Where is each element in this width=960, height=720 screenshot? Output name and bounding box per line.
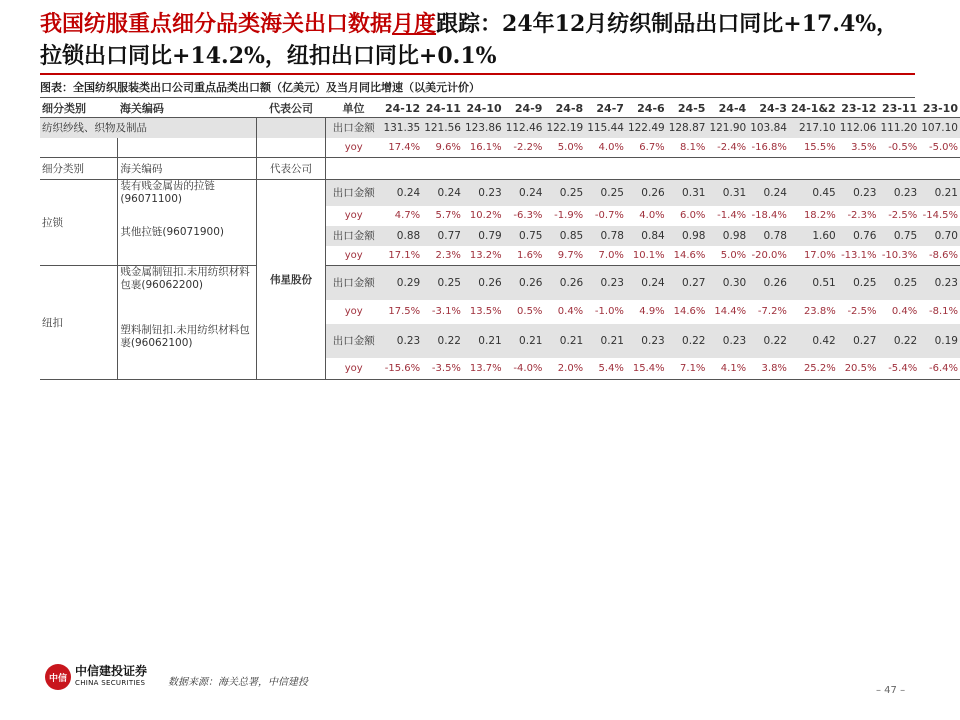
yoy-value: -5.0% [919, 138, 960, 158]
yoy-value: 17.1% [381, 246, 422, 266]
amount-value: 0.24 [748, 180, 789, 206]
blank [748, 158, 789, 180]
amount-value: 0.24 [422, 180, 463, 206]
header-month: 24-12 [381, 99, 422, 118]
amount-value: 0.78 [748, 226, 789, 246]
yoy-value: 17.4% [381, 138, 422, 158]
amount-value: 0.21 [463, 324, 504, 358]
amount-value: 0.23 [463, 180, 504, 206]
amount-value: 0.31 [707, 180, 748, 206]
amount-value: 0.51 [789, 266, 838, 300]
yoy-value: 25.2% [789, 358, 838, 380]
yoy-value: 18.2% [803, 210, 836, 221]
customs-code: 其他拉链(96071900) [118, 226, 257, 266]
blank [118, 138, 257, 158]
amount-value: 0.23 [838, 180, 879, 206]
yoy-value: -2.5% [847, 306, 877, 317]
yoy-value: 1.6% [504, 246, 545, 266]
table-row [40, 118, 960, 138]
amount-value: 0.24 [504, 180, 545, 206]
amount-value: 0.26 [544, 266, 585, 300]
yoy-value: 13.2% [463, 246, 504, 266]
yoy-value: -10.3% [878, 246, 919, 266]
amount-value: 0.85 [544, 226, 585, 246]
unit-label: 出口金额 [325, 266, 381, 300]
header2-company: 代表公司 [257, 158, 326, 180]
amount-value: 0.21 [504, 324, 545, 358]
blank [919, 158, 960, 180]
amount-value: 0.25 [878, 266, 919, 300]
amount-value: 122.49 [626, 118, 667, 138]
yoy-value: 5.7% [435, 210, 461, 221]
yoy-value: -7.2% [757, 306, 787, 317]
amount-value: 121.90 [707, 118, 748, 138]
yoy-label: yoy [325, 358, 381, 380]
yoy-value: -1.4% [717, 210, 747, 221]
amount-value: 122.19 [544, 118, 585, 138]
export-data-table [40, 99, 960, 380]
header-month: 23-12 [838, 99, 879, 118]
yoy-value: -3.5% [422, 358, 463, 380]
yoy-value: 7.1% [667, 358, 708, 380]
amount-value: 0.88 [381, 226, 422, 246]
yoy-value: 9.7% [544, 246, 585, 266]
yoy-value: 2.3% [422, 246, 463, 266]
yoy-value: 2.0% [544, 358, 585, 380]
yoy-value: 3.8% [748, 358, 789, 380]
blank [504, 158, 545, 180]
table-row [40, 138, 960, 158]
blank [422, 158, 463, 180]
amount-value: 0.27 [838, 324, 879, 358]
amount-value: 103.84 [748, 118, 789, 138]
amount-value: 0.22 [878, 324, 919, 358]
blank [626, 158, 667, 180]
yoy-value: 14.6% [667, 246, 708, 266]
blank [257, 138, 326, 158]
company-logo [45, 664, 147, 690]
yoy-value: -16.8% [748, 138, 789, 158]
yoy-value: -1.0% [594, 306, 624, 317]
amount-value: 121.56 [422, 118, 463, 138]
header-month: 24-6 [626, 99, 667, 118]
amount-value: 123.86 [463, 118, 504, 138]
amount-value: 0.22 [422, 324, 463, 358]
amount-value: 217.10 [789, 118, 838, 138]
amount-value: 0.23 [919, 266, 960, 300]
yoy-value: 0.5% [517, 306, 543, 317]
table-row [40, 99, 960, 118]
total-category-name: 纺织纱线、织物及制品 [40, 118, 257, 138]
yoy-value: 7.0% [585, 246, 626, 266]
amount-value: 0.26 [748, 266, 789, 300]
yoy-value: -2.5% [888, 210, 918, 221]
logo-cn: 中信建投证券 [75, 664, 148, 678]
yoy-value: -14.5% [922, 210, 958, 221]
yoy-value: 17.0% [789, 246, 838, 266]
header-month: 24-1&2 [789, 99, 838, 118]
amount-value: 0.79 [463, 226, 504, 246]
header-month: 24-3 [748, 99, 789, 118]
title-divider [40, 73, 915, 75]
amount-value: 0.42 [789, 324, 838, 358]
blank [463, 158, 504, 180]
yoy-value: -18.4% [751, 210, 787, 221]
blank [381, 158, 422, 180]
amount-value: 0.23 [707, 324, 748, 358]
amount-value: 0.24 [381, 180, 422, 206]
yoy-value: 23.8% [803, 306, 836, 317]
yoy-value: 4.7% [394, 210, 421, 221]
page-title [40, 8, 920, 72]
yoy-value: 14.6% [673, 306, 706, 317]
header-month: 24-10 [463, 99, 504, 118]
blank [585, 158, 626, 180]
yoy-value: -6.3% [513, 210, 543, 221]
yoy-value: -2.3% [847, 210, 877, 221]
amount-value: 0.23 [626, 324, 667, 358]
yoy-value: 15.5% [789, 138, 838, 158]
group-category: 拉锁 [40, 180, 118, 266]
amount-value: 0.21 [544, 324, 585, 358]
yoy-value: -15.6% [381, 358, 422, 380]
yoy-value: -8.6% [919, 246, 960, 266]
table-row [40, 158, 960, 180]
amount-value: 0.26 [463, 266, 504, 300]
blank [838, 158, 879, 180]
yoy-label: yoy [344, 210, 363, 221]
header-month: 24-7 [585, 99, 626, 118]
title-red-underlined: 月度 [392, 11, 437, 37]
yoy-value: 5.4% [585, 358, 626, 380]
yoy-value: 16.1% [463, 138, 504, 158]
unit-label: 出口金额 [325, 118, 381, 138]
yoy-value: 13.5% [469, 306, 502, 317]
yoy-value: 14.4% [714, 306, 747, 317]
amount-value: 111.20 [878, 118, 919, 138]
amount-value: 0.75 [504, 226, 545, 246]
amount-value: 0.70 [919, 226, 960, 246]
amount-value: 0.25 [422, 266, 463, 300]
table-row [40, 266, 960, 300]
amount-value: 0.23 [585, 266, 626, 300]
table-row [40, 324, 960, 358]
unit-label: 出口金额 [325, 226, 381, 246]
yoy-value: -6.4% [919, 358, 960, 380]
amount-value: 0.75 [878, 226, 919, 246]
blank [544, 158, 585, 180]
chart-caption: 图表：全国纺织服装类出口公司重点品类出口额（亿美元）及当月同比增速（以美元计价） [40, 79, 915, 98]
header-category: 细分类别 [40, 99, 118, 118]
header2-category: 细分类别 [42, 163, 84, 175]
amount-value: 0.27 [667, 266, 708, 300]
customs-code: 塑料制钮扣.未用纺织材料包裹(96062100) [118, 324, 257, 380]
amount-value: 0.22 [667, 324, 708, 358]
amount-value: 128.87 [667, 118, 708, 138]
amount-value: 0.25 [544, 180, 585, 206]
table-row [40, 226, 960, 246]
blank [789, 158, 838, 180]
header-unit: 单位 [325, 99, 381, 118]
amount-value: 0.23 [381, 324, 422, 358]
header-code: 海关编码 [118, 99, 257, 118]
header-company: 代表公司 [257, 99, 326, 118]
amount-value: 0.24 [626, 266, 667, 300]
group-category: 纽扣 [40, 266, 118, 380]
yoy-value: 6.0% [680, 210, 706, 221]
yoy-value: 10.2% [469, 210, 502, 221]
amount-value: 0.25 [585, 180, 626, 206]
yoy-value: -2.4% [707, 138, 748, 158]
yoy-value: 20.5% [838, 358, 879, 380]
header-month: 24-4 [707, 99, 748, 118]
yoy-value: 4.0% [585, 138, 626, 158]
yoy-value: 15.4% [626, 358, 667, 380]
amount-value: 0.98 [667, 226, 708, 246]
amount-value: 107.10 [919, 118, 960, 138]
amount-value: 0.23 [878, 180, 919, 206]
yoy-value: 5.0% [707, 246, 748, 266]
title-black: 跟踪：24年12月纺织制品出口同比+17.4%，拉锁出口同比+14.2%，纽扣出口同比+0.1% [40, 11, 899, 69]
yoy-value: 3.5% [838, 138, 879, 158]
blank [667, 158, 708, 180]
yoy-value: -4.0% [504, 358, 545, 380]
header-month: 24-5 [667, 99, 708, 118]
header-month: 24-11 [422, 99, 463, 118]
amount-value: 0.21 [919, 180, 960, 206]
blank [707, 158, 748, 180]
header-month: 23-11 [878, 99, 919, 118]
unit-label: 出口金额 [325, 180, 381, 206]
yoy-value: 4.1% [707, 358, 748, 380]
yoy-value: -2.2% [504, 138, 545, 158]
table-row [40, 180, 960, 206]
amount-value: 112.46 [504, 118, 545, 138]
title-red: 我国纺服重点细分品类海关出口数据 [40, 11, 393, 37]
header-month: 23-10 [919, 99, 960, 118]
amount-value: 0.98 [707, 226, 748, 246]
yoy-value: -20.0% [748, 246, 789, 266]
yoy-value: -13.1% [838, 246, 879, 266]
yoy-value: -0.7% [594, 210, 624, 221]
amount-value: 0.76 [838, 226, 879, 246]
yoy-value: 0.4% [891, 306, 918, 317]
logo-en: CHINA SECURITIES [75, 679, 146, 687]
yoy-value: -1.9% [554, 210, 584, 221]
amount-value: 131.35 [381, 118, 422, 138]
header2-code: 海关编码 [118, 158, 257, 180]
amount-value: 112.06 [838, 118, 879, 138]
data-source: 数据来源：海关总署，中信建投 [168, 677, 308, 688]
yoy-value: 0.4% [557, 306, 584, 317]
amount-value: 0.29 [381, 266, 422, 300]
amount-value: 0.22 [748, 324, 789, 358]
customs-code: 装有贱金属齿的拉链(96071100) [118, 180, 257, 226]
blank [40, 138, 118, 158]
page-number: – 47 – [876, 685, 906, 696]
blank [325, 158, 381, 180]
yoy-value: -8.1% [928, 306, 958, 317]
amount-value: 0.78 [585, 226, 626, 246]
yoy-value: 8.1% [667, 138, 708, 158]
yoy-value: 4.9% [639, 306, 665, 317]
company-cell [257, 118, 326, 138]
yoy-value: 5.0% [544, 138, 585, 158]
amount-value: 0.26 [504, 266, 545, 300]
yoy-value: 10.1% [626, 246, 667, 266]
amount-value: 0.26 [626, 180, 667, 206]
amount-value: 0.84 [626, 226, 667, 246]
yoy-value: 6.7% [626, 138, 667, 158]
header-month: 24-9 [504, 99, 545, 118]
unit-label: 出口金额 [325, 324, 381, 358]
yoy-value: -5.4% [878, 358, 919, 380]
amount-value: 0.30 [707, 266, 748, 300]
amount-value: 0.21 [585, 324, 626, 358]
citic-logo-icon: 中信 [45, 664, 71, 690]
yoy-value: 9.6% [422, 138, 463, 158]
blank [878, 158, 919, 180]
yoy-value: -0.5% [878, 138, 919, 158]
amount-value: 0.45 [789, 180, 838, 206]
yoy-label: yoy [325, 246, 381, 266]
amount-value: 1.60 [789, 226, 838, 246]
amount-value: 0.31 [667, 180, 708, 206]
customs-code: 贱金属制钮扣.未用纺织材料包裹(96062200) [118, 266, 257, 324]
yoy-value: 17.5% [388, 306, 421, 317]
amount-value: 0.25 [838, 266, 879, 300]
yoy-value: 4.0% [639, 210, 665, 221]
yoy-value: 13.7% [463, 358, 504, 380]
company-name: 伟星股份 [257, 180, 326, 380]
amount-value: 0.19 [919, 324, 960, 358]
yoy-value: -3.1% [431, 306, 461, 317]
yoy-label: yoy [344, 306, 363, 317]
yoy-label: yoy [325, 138, 381, 158]
amount-value: 115.44 [585, 118, 626, 138]
amount-value: 0.77 [422, 226, 463, 246]
header-month: 24-8 [544, 99, 585, 118]
